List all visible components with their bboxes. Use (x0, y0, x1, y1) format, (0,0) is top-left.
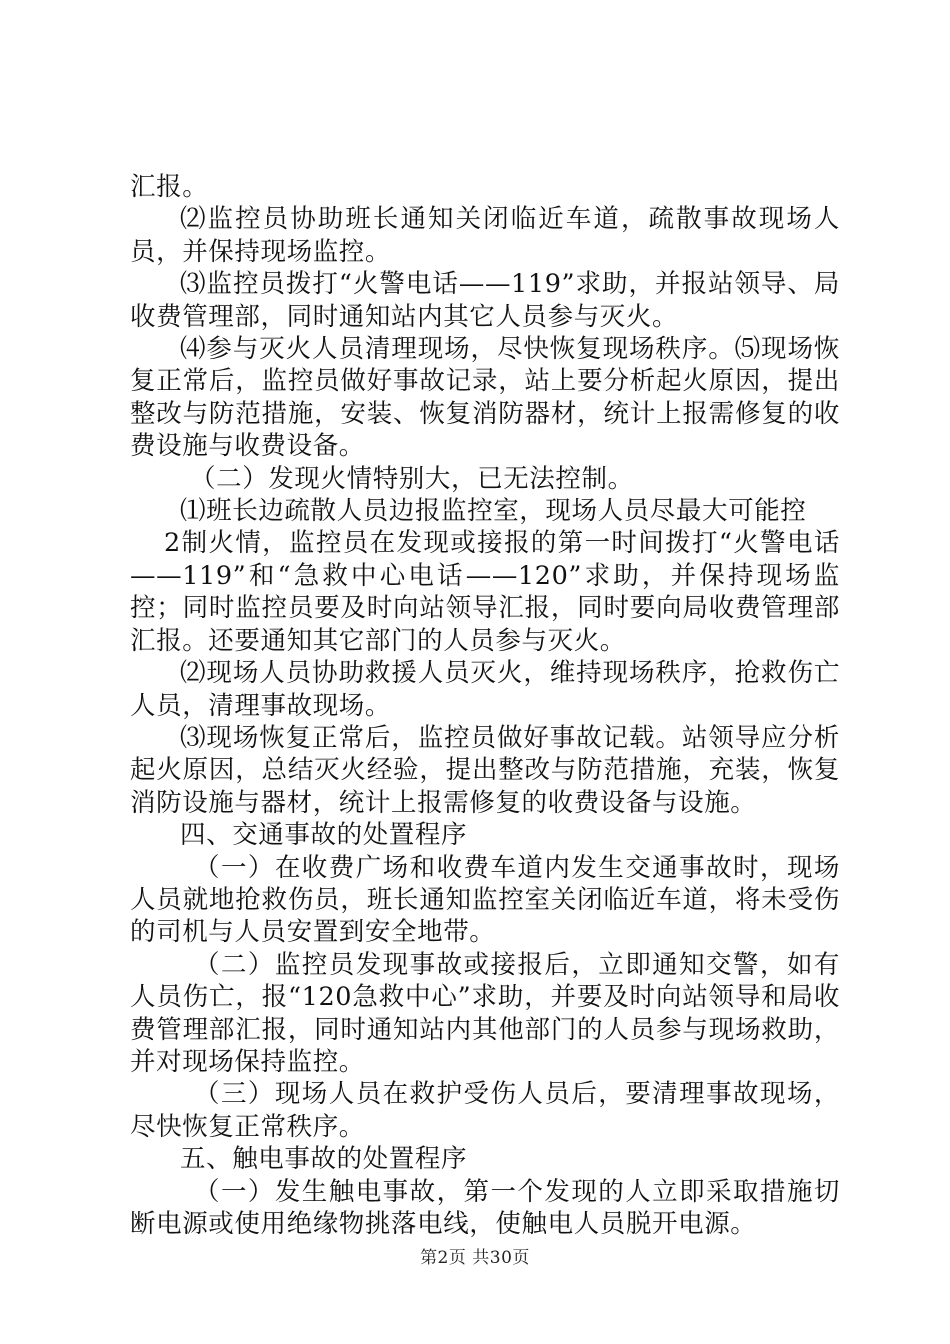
paragraph: （三）现场人员在救护受伤人员后，要清理事故现场，尽快恢复正常秩序。 (130, 1079, 840, 1142)
paragraph: ⑶监控员拨打“火警电话——119”求助，并报站领导、局收费管理部，同时通知站内其它人员参与灭火。 (130, 269, 840, 332)
paragraph: （二）发现火情特别大，已无法控制。 (190, 463, 634, 494)
paragraph: ⑵现场人员协助救援人员灭火，维持现场秩序，抢救伤亡人员，清理事故现场。 (130, 658, 840, 721)
paragraph: （一）发生触电事故，第一个发现的人立即采取措施切断电源或使用绝缘物挑落电线，使触电人员脱开电源。 (130, 1176, 840, 1239)
paragraph: （二）监控员发现事故或接报后，立即通知交警，如有人员伤亡，报“120急救中心”求助，并要及时向站领导和局收费管理部汇报，同时通知站内其他部门的人员参与现场救助，并对现场保持监控。 (130, 949, 840, 1077)
section-heading: 五、触电事故的处置程序 (180, 1144, 468, 1175)
section-heading: 四、交通事故的处置程序 (180, 820, 468, 851)
paragraph: ⑷参与灭火人员清理现场，尽快恢复现场秩序。⑸现场恢复正常后，监控员做好事故记录，站上要分析起火原因，提出整改与防范措施，安装、恢复消防器材，统计上报需修复的收费设施与收费设备。 (130, 334, 840, 462)
paragraph: ⑶现场恢复正常后，监控员做好事故记载。站领导应分析起火原因，总结灭火经验，提出整改与防范措施，充装，恢复消防设施与器材，统计上报需修复的收费设备与设施。 (130, 722, 840, 818)
paragraph: ⑴班长边疏散人员边报监控室，现场人员尽最大可能控 (180, 496, 807, 527)
paragraph: 汇报。 (130, 172, 209, 202)
paragraph: ⑵监控员协助班长通知关闭临近车道，疏散事故现场人员，并保持现场监控。 (130, 204, 840, 267)
document-body (130, 171, 840, 1240)
paragraph: 2制火情，监控员在发现或接报的第一时间拨打“火警电话——119”和“急救中心电话——120”求助，并保持现场监控；同时监控员要及时向站领导汇报，同时要向局收费管理部汇报。还要通知其它部门的人员参与灭火。 (130, 528, 840, 656)
page-footer: 第2页 共30页 (420, 1248, 530, 1268)
paragraph: （一）在收费广场和收费车道内发生交通事故时，现场人员就地抢救伤员，班长通知监控室关闭临近车道，将未受伤的司机与人员安置到安全地带。 (130, 852, 840, 948)
